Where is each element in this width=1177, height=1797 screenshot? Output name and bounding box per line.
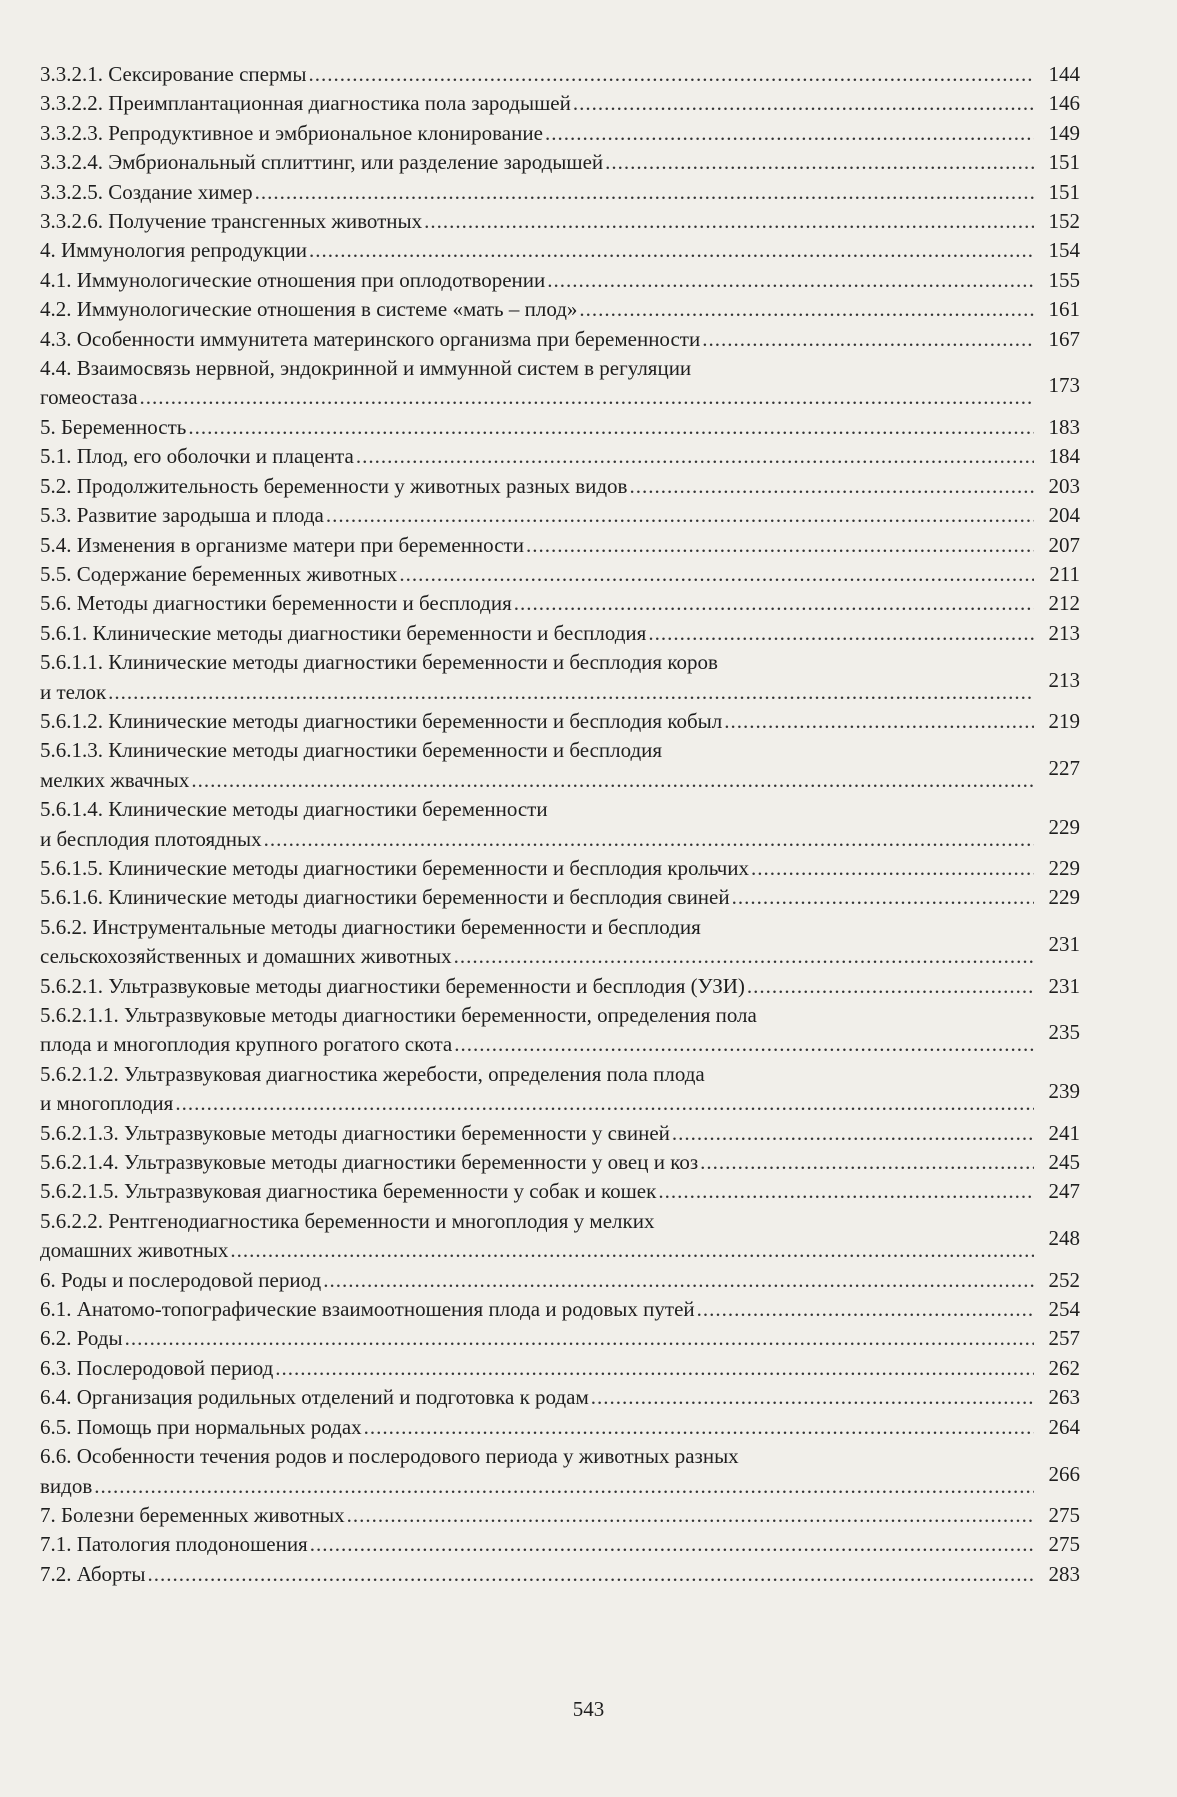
dot-leader [309, 236, 1034, 265]
toc-entry [40, 854, 1080, 883]
toc-entry [40, 1501, 1080, 1530]
toc-entry [40, 648, 1080, 707]
dot-leader [702, 325, 1034, 354]
toc-entry-title: 3.3.2.6. Получение трансгенных животных [40, 209, 423, 234]
toc-entry [40, 472, 1080, 501]
toc-entry-page-number: 257 [1048, 1326, 1080, 1351]
toc-entry-page-number: 262 [1048, 1355, 1080, 1380]
toc-entry-title: 7.1. Патология плодоношения [40, 1532, 308, 1557]
dot-leader [724, 707, 1034, 736]
toc-entry-title-first-line: 6.6. Особенности течения родов и послеродового периода у животных разных [40, 1444, 739, 1469]
toc-entry-title-first-line: 5.6.2.1.1. Ультразвуковые методы диагностики беременности, определения пола [40, 1003, 757, 1027]
dot-leader [605, 148, 1034, 177]
dot-leader [264, 825, 1034, 854]
toc-entry [40, 1442, 1080, 1501]
toc-entry [40, 1383, 1080, 1412]
dot-leader [526, 531, 1034, 560]
toc-entry-page-number: 155 [1048, 267, 1080, 292]
dot-leader [697, 1295, 1034, 1324]
toc-entry-title: 5. Беременность [40, 414, 187, 439]
dot-leader [424, 207, 1034, 236]
dot-leader [230, 1236, 1034, 1265]
toc-entry [40, 413, 1080, 442]
toc-entry [40, 119, 1080, 148]
toc-entry-title: 3.3.2.5. Создание химер [40, 179, 253, 204]
toc-entry-page-number: 173 [1048, 373, 1080, 398]
toc-entry-page-number: 144 [1048, 62, 1080, 86]
toc-entry-title: 5.6.1.6. Клинические методы диагностики беременности и бесплодия свиней [40, 885, 730, 910]
page-number: 543 [572, 1697, 605, 1721]
dot-leader [175, 1089, 1034, 1118]
toc-entry-title: 5.3. Развитие зародыша и плода [40, 503, 324, 528]
toc-entry-page-number: 229 [1048, 855, 1080, 880]
toc-entry-title: 6.3. Послеродовой период [40, 1355, 274, 1380]
dot-leader [751, 854, 1034, 883]
toc-entry-page-number: 263 [1048, 1385, 1080, 1410]
toc-entry-page-number: 149 [1048, 120, 1080, 145]
toc-entry [40, 736, 1080, 795]
dot-leader [188, 413, 1034, 442]
toc-entry [40, 1530, 1080, 1559]
toc-entry-page-number: 254 [1048, 1297, 1080, 1322]
toc-entry-title: 5.6.1.2. Клинические методы диагностики беременности и бесплодия кобыл [40, 708, 723, 733]
toc-entry-title: домашних животных [40, 1238, 229, 1263]
dot-leader [399, 560, 1034, 589]
toc-entry-title: 4. Иммунология репродукции [40, 238, 308, 263]
toc-entry-page-number: 229 [1048, 885, 1080, 910]
toc-entry [40, 60, 1080, 89]
toc-entry-page-number: 245 [1048, 1150, 1080, 1175]
toc-entry [40, 1413, 1080, 1442]
toc-entry-title: 5.6.1. Клинические методы диагностики беременности и бесплодия [40, 620, 647, 645]
toc-entry-page-number: 184 [1048, 444, 1080, 469]
toc-entry-title: мелких жвачных [40, 767, 190, 792]
toc-entry [40, 1324, 1080, 1353]
toc-entry-title: 4.1. Иммунологические отношения при оплодотворении [40, 267, 546, 292]
toc-entry [40, 1148, 1080, 1177]
dot-leader [545, 119, 1034, 148]
dot-leader [547, 266, 1034, 295]
toc-entry-page-number: 231 [1048, 973, 1080, 998]
dot-leader [347, 1501, 1034, 1530]
toc-entry-page-number: 248 [1048, 1226, 1080, 1251]
toc-entry-page-number: 203 [1048, 473, 1080, 498]
toc-entry-page-number: 283 [1048, 1561, 1080, 1586]
toc-entry-page-number: 231 [1048, 932, 1080, 957]
toc-entry [40, 1119, 1080, 1148]
toc-entry-title-first-line: 5.6.2. Инструментальные методы диагностики беременности и бесплодия [40, 914, 701, 939]
toc-entry [40, 913, 1080, 972]
toc-entry-title: 5.4. Изменения в организме матери при беременности [40, 532, 524, 557]
toc-entry [40, 1177, 1080, 1206]
toc-entry-page-number: 227 [1048, 755, 1080, 780]
toc-entry-title: 5.6.1.5. Клинические методы диагностики беременности и бесплодия крольчих [40, 855, 750, 880]
dot-leader [573, 89, 1034, 118]
dot-leader [364, 1413, 1034, 1442]
toc-entry-page-number: 213 [1048, 620, 1080, 645]
toc-entry-page-number: 154 [1048, 238, 1080, 263]
toc-entry-page-number: 229 [1048, 814, 1080, 839]
toc-entry-title: видов [40, 1473, 93, 1498]
toc-entry-page-number: 183 [1048, 414, 1080, 439]
toc-entry-title: плода и многоплодия крупного рогатого скота [40, 1032, 453, 1057]
toc-entry [40, 707, 1080, 736]
toc-entry-title: 6.1. Анатомо-топографические взаимоотношения плода и родовых путей [40, 1297, 695, 1322]
toc-entry [40, 531, 1080, 560]
toc-entry [40, 325, 1080, 354]
toc-entry-title-first-line: 4.4. Взаимосвязь нервной, эндокринной и иммунной систем в регуляции [40, 356, 692, 381]
toc-entry-title-first-line: 5.6.2.2. Рентгенодиагностика беременности и многоплодия у мелких [40, 1208, 655, 1233]
toc-entry [40, 883, 1080, 912]
toc-entry [40, 972, 1080, 1001]
toc-entry-title: 5.6.2.1.5. Ультразвуковая диагностика беременности у собак и кошек [40, 1179, 657, 1204]
toc-entry-title: 3.3.2.2. Преимплантационная диагностика пола зародышей [40, 91, 571, 116]
toc-entry-title: 5.2. Продолжительность беременности у животных разных видов [40, 473, 628, 498]
toc-entry-page-number: 213 [1048, 667, 1080, 692]
toc-entry [40, 236, 1080, 265]
toc-entry [40, 89, 1080, 118]
toc-entry [40, 1207, 1080, 1266]
dot-leader [310, 1530, 1034, 1559]
dot-leader [140, 383, 1034, 412]
dot-leader [125, 1324, 1034, 1353]
toc-entry [40, 148, 1080, 177]
toc-entry-title-first-line: 5.6.1.4. Клинические методы диагностики беременности [40, 797, 548, 822]
toc-entry-title: и телок [40, 679, 107, 704]
toc-entry-page-number: 151 [1048, 150, 1080, 175]
toc-entry-page-number: 235 [1048, 1020, 1080, 1045]
toc-entry-page-number: 247 [1048, 1179, 1080, 1204]
dot-leader [579, 295, 1034, 324]
toc-entry-title: и многоплодия [40, 1091, 174, 1116]
dot-leader [108, 678, 1034, 707]
toc-entry [40, 1001, 1080, 1060]
toc-entry-page-number: 152 [1048, 209, 1080, 234]
toc-entry [40, 295, 1080, 324]
toc-entry-title: сельскохозяйственных и домашних животных [40, 944, 452, 969]
toc-entry-title: 5.1. Плод, его оболочки и плацента [40, 444, 354, 469]
toc-entry [40, 207, 1080, 236]
toc-entry-title: 4.2. Иммунологические отношения в системе «мать – плод» [40, 297, 578, 322]
toc-entry [40, 178, 1080, 207]
toc-entry-title: 6.4. Организация родильных отделений и подготовка к родам [40, 1385, 589, 1410]
dot-leader [191, 766, 1034, 795]
dot-leader [309, 60, 1034, 89]
dot-leader [658, 1177, 1034, 1206]
dot-leader [94, 1472, 1034, 1501]
dot-leader [454, 1030, 1034, 1059]
toc-entry-title: 5.6.2.1. Ультразвуковые методы диагностики беременности и бесплодия (УЗИ) [40, 973, 745, 998]
dot-leader [454, 942, 1034, 971]
toc-entry [40, 619, 1080, 648]
toc-entry-title-first-line: 5.6.1.3. Клинические методы диагностики беременности и бесплодия [40, 738, 663, 763]
toc-entry-title: 5.6.2.1.3. Ультразвуковые методы диагностики беременности у свиней [40, 1120, 670, 1145]
toc-entry-page-number: 211 [1049, 561, 1080, 586]
toc-entry [40, 1295, 1080, 1324]
dot-leader [356, 442, 1034, 471]
dot-leader [275, 1354, 1034, 1383]
toc-entry-title-first-line: 5.6.2.1.2. Ультразвуковая диагностика жеребости, определения пола плода [40, 1061, 705, 1086]
dot-leader [747, 972, 1034, 1001]
toc-entry [40, 1560, 1080, 1589]
toc-entry-page-number: 241 [1048, 1120, 1080, 1145]
toc-entry-page-number: 207 [1048, 532, 1080, 557]
toc-entry-page-number: 219 [1048, 708, 1080, 733]
toc-entry-title: 6. Роды и послеродовой период [40, 1267, 322, 1292]
toc-entry [40, 560, 1080, 589]
dot-leader [629, 472, 1034, 501]
toc-entry [40, 354, 1080, 413]
dot-leader [732, 883, 1034, 912]
toc-entry-title-first-line: 5.6.1.1. Клинические методы диагностики беременности и бесплодия коров [40, 650, 718, 675]
dot-leader [255, 178, 1034, 207]
toc-entry-page-number: 167 [1048, 326, 1080, 351]
dot-leader [700, 1148, 1034, 1177]
dot-leader [148, 1560, 1034, 1589]
toc-entry [40, 589, 1080, 618]
toc-entry [40, 266, 1080, 295]
dot-leader [648, 619, 1034, 648]
toc-entry-page-number: 212 [1048, 591, 1080, 616]
toc-entry-page-number: 146 [1048, 91, 1080, 116]
table-of-contents [40, 60, 1080, 1589]
toc-entry-title: 7. Болезни беременных животных [40, 1502, 345, 1527]
toc-entry-page-number: 204 [1048, 503, 1080, 528]
toc-entry-page-number: 264 [1048, 1414, 1080, 1439]
toc-entry [40, 1266, 1080, 1295]
dot-leader [591, 1383, 1034, 1412]
toc-entry-title: 6.2. Роды [40, 1326, 123, 1351]
toc-entry [40, 795, 1080, 854]
toc-entry-title: гомеостаза [40, 385, 138, 410]
toc-entry [40, 501, 1080, 530]
toc-entry-page-number: 151 [1048, 179, 1080, 204]
toc-entry [40, 442, 1080, 471]
toc-entry-title: 6.5. Помощь при нормальных родах [40, 1414, 362, 1439]
dot-leader [323, 1266, 1034, 1295]
toc-entry-title: 5.5. Содержание беременных животных [40, 561, 398, 586]
toc-entry [40, 1060, 1080, 1119]
toc-entry-title: и бесплодия плотоядных [40, 826, 262, 851]
toc-entry-page-number: 275 [1048, 1502, 1080, 1527]
toc-entry-page-number: 266 [1048, 1461, 1080, 1486]
toc-entry-title: 3.3.2.4. Эмбриональный сплиттинг, или разделение зародышей [40, 150, 604, 175]
dot-leader [514, 589, 1034, 618]
toc-entry-title: 3.3.2.3. Репродуктивное и эмбриональное клонирование [40, 120, 543, 145]
toc-entry-title: 5.6. Методы диагностики беременности и бесплодия [40, 591, 512, 616]
dot-leader [672, 1119, 1034, 1148]
toc-entry-page-number: 161 [1048, 297, 1080, 322]
toc-entry-title: 7.2. Аборты [40, 1561, 146, 1586]
dot-leader [326, 501, 1034, 530]
toc-entry-page-number: 239 [1048, 1079, 1080, 1104]
toc-entry-title: 4.3. Особенности иммунитета материнского организма при беременности [40, 326, 701, 351]
toc-entry-title: 5.6.2.1.4. Ультразвуковые методы диагностики беременности у овец и коз [40, 1150, 699, 1175]
toc-entry-page-number: 252 [1048, 1267, 1080, 1292]
toc-entry-page-number: 275 [1048, 1532, 1080, 1557]
toc-entry-title: 3.3.2.1. Сексирование спермы [40, 62, 307, 86]
toc-entry [40, 1354, 1080, 1383]
